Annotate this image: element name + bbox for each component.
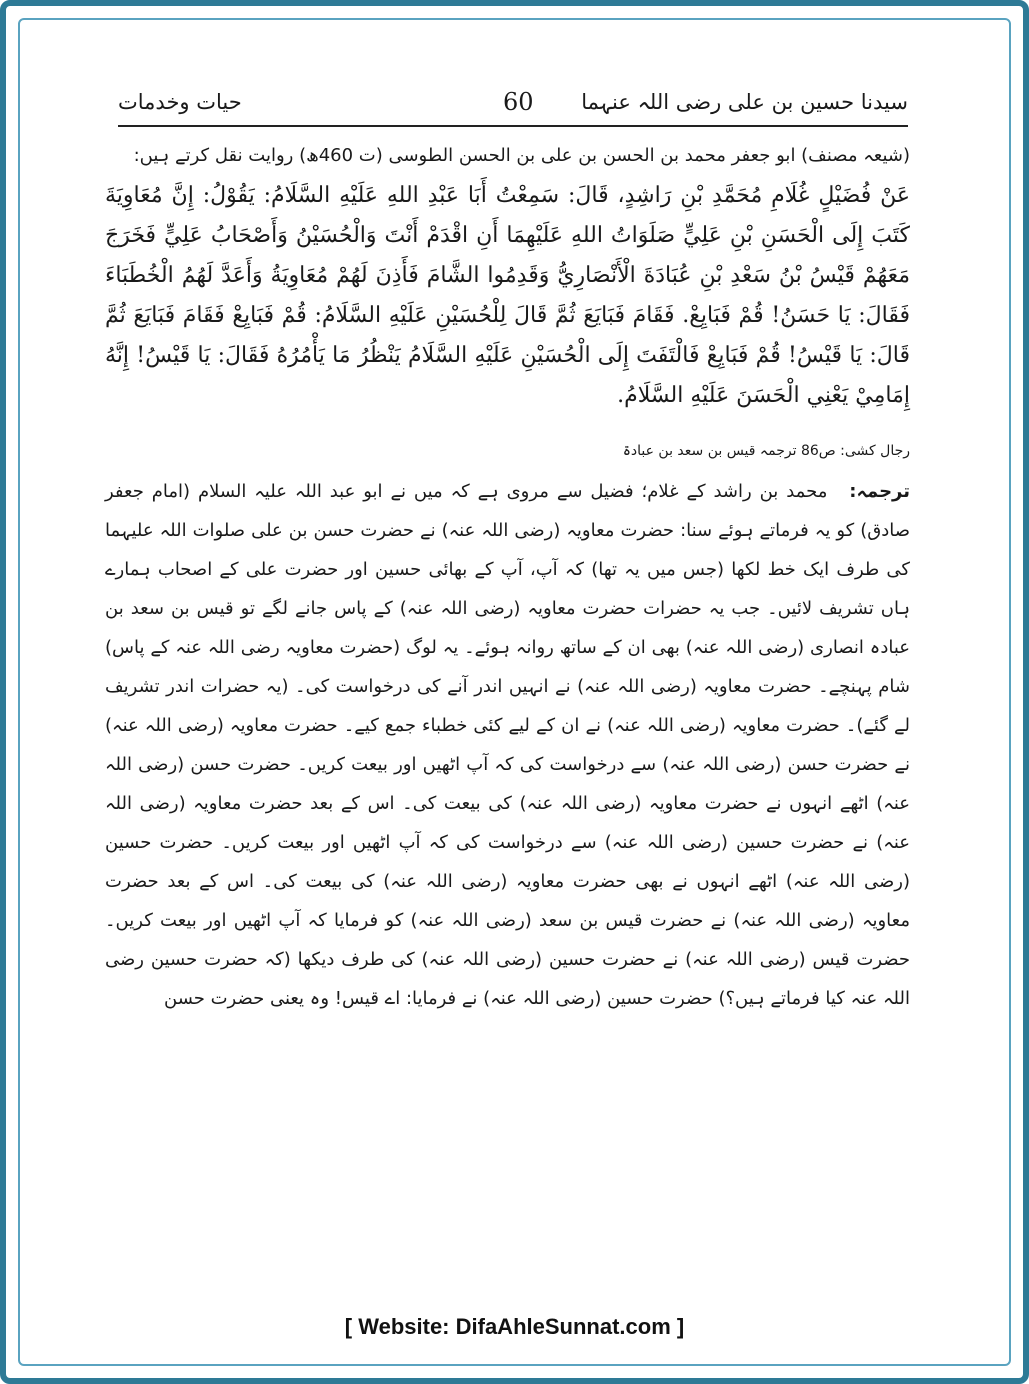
page-header [118,84,908,124]
header-divider [118,125,908,127]
source-reference: رجال کشی: ص86 ترجمہ قیس بن سعد بن عبادۃ [622,443,910,459]
translation-label: ترجمہ: [849,481,910,502]
arabic-narration: عَنْ فُضَيْلٍ غُلَامِ مُحَمَّدِ بْنِ رَاشِدٍ، قَالَ: سَمِعْتُ أَبَا عَبْدِ اللهِ عَلَيْهِ السَّلَامُ: يَقُوْلُ: إِنَّ مُعَاوِيَةَ كَتَبَ إِلَى الْحَسَنِ بْنِ عَلِيٍّ صَلَوَاتُ اللهِ عَلَيْهِمَا أَنِ اقْدَمْ أَنْتَ وَالْحُسَيْنُ وَأَصْحَابُ عَلِيٍّ فَخَرَجَ مَعَهُمْ قَيْسُ بْنُ سَعْدِ بْنِ عُبَادَةَ الْأَنْصَارِيُّ وَقَدِمُوا الشَّامَ فَأَذِنَ لَهُمْ مُعَاوِيَةُ وَأَعَدَّ لَهُمُ الْخُطَبَاءَ فَقَالَ: يَا حَسَنُ! قُمْ فَبَايِعْ. فَقَامَ فَبَايَعَ ثُمَّ قَالَ لِلْحُسَيْنِ عَلَيْهِ السَّلَامُ: قُمْ فَبَايِعْ فَقَامَ فَبَايَعَ ثُمَّ قَالَ: يَا قَيْسُ! قُمْ فَبَايِعْ فَالْتَفَتَ إِلَى الْحُسَيْنِ عَلَيْهِ السَّلَامُ يَنْظُرُ مَا يَأْمُرُهُ فَقَالَ: يَا قَيْسُ! إِنَّهُ إِمَامِيْ يَعْنِي الْحَسَنَ عَلَيْهِ السَّلَامُ. [105,183,910,408]
translation-paragraph [105,472,910,1018]
section-title: حیات وخدمات [118,90,242,114]
page-content [105,140,910,1018]
website-footer: [ Website: DifaAhleSunnat.com ] [344,1314,685,1339]
translation-text: محمد بن راشد کے غلام؛ فضیل سے مروی ہے کہ میں نے ابو عبد اللہ علیہ السلام (امام جعفر صادق) کو یہ فرماتے ہوئے سنا: حضرت معاویہ (رضی اللہ عنہ) نے حضرت حسن بن علی صلوات اللہ علیہما کی طرف ایک خط لکھا (جس میں یہ تھا) کہ آپ، آپ کے بھائی حسین اور حضرت علی کے اصحاب ہمارے ہاں تشریف لائیں۔ جب یہ حضرات حضرت معاویہ (رضی اللہ عنہ) کے پاس جانے لگے تو قیس بن سعد بن عبادہ انصاری (رضی اللہ عنہ) بھی ان کے ساتھ روانہ ہوئے۔ یہ لوگ (حضرت معاویہ رضی اللہ عنہ کے پاس) شام پہنچے۔ حضرت معاویہ (رضی اللہ عنہ) نے انہیں اندر آنے کی درخواست کی۔ (یہ حضرات اندر تشریف لے گئے)۔ حضرت معاویہ (رضی اللہ عنہ) نے ان کے لیے کئی خطباء جمع کیے۔ حضرت معاویہ (رضی اللہ عنہ) نے حضرت حسن (رضی اللہ عنہ) سے درخواست کی کہ آپ اٹھیں اور بیعت کریں۔ حضرت حسن (رضی اللہ عنہ) اٹھے انہوں نے حضرت معاویہ (رضی اللہ عنہ) کی بیعت کی۔ اس کے بعد حضرت معاویہ (رضی اللہ عنہ) نے حضرت حسین (رضی اللہ عنہ) سے درخواست کی کہ آپ اٹھیں اور بیعت کریں۔ حضرت حسین (رضی اللہ عنہ) اٹھے انہوں نے بھی حضرت معاویہ (رضی اللہ عنہ) کی بیعت کی۔ اس کے بعد حضرت معاویہ (رضی اللہ عنہ) نے حضرت قیس بن سعد (رضی اللہ عنہ) کو فرمایا کہ آپ اٹھیں اور بیعت کریں۔ حضرت قیس (رضی اللہ عنہ) نے حضرت حسین (رضی اللہ عنہ) کی طرف دیکھا (کہ حضرت حسین رضی اللہ عنہ کیا فرماتے ہیں؟) حضرت حسین (رضی اللہ عنہ) نے فرمایا: اے قیس! وہ یعنی حضرت حسن [105,481,910,1009]
book-title: سیدنا حسین بن علی رضی اللہ عنہما [581,90,908,114]
intro-text: (شیعہ مصنف) ابو جعفر محمد بن الحسن بن علی بن الحسن الطوسی (ت 460ھ) روایت نقل کرتے ہیں: [133,145,910,166]
page-number: 60 [503,88,534,116]
